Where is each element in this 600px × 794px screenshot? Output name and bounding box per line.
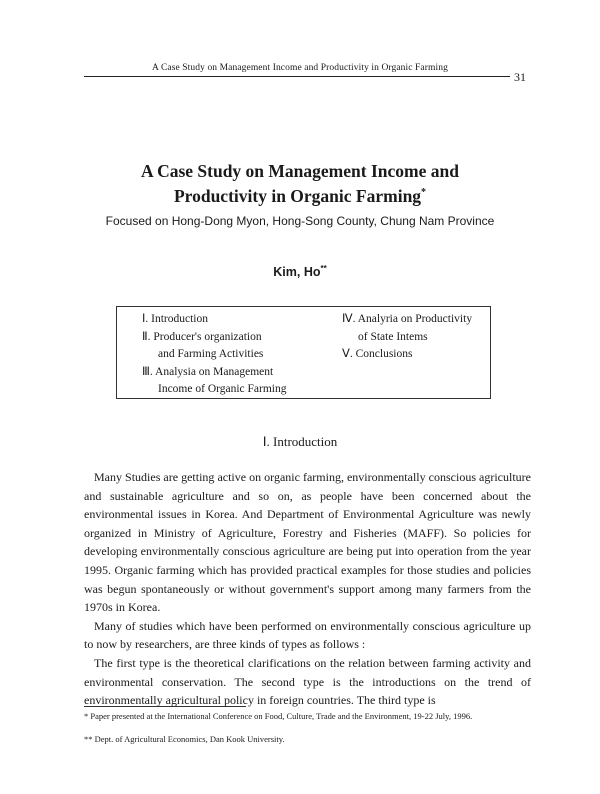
page-number: 31	[514, 70, 526, 84]
body-text	[84, 468, 531, 710]
section-heading: Ⅰ. Introduction	[262, 434, 338, 449]
title-line-2: Productivity in Organic Farming	[173, 185, 422, 206]
paper-subtitle: Focused on Hong-Dong Myon, Hong-Song County, Chung Nam Province	[105, 214, 495, 228]
toc-right-column	[342, 311, 492, 364]
paragraph: The first type is the theoretical clarifications on the relation between farming activity and environmental conservation. The second type is the introductions on the trend of environmentally agricultural policy in foreign countries. The third type is	[84, 655, 531, 708]
toc-item: and Farming Activities	[158, 348, 264, 361]
running-header: A Case Study on Management Income and Productivity in Organic Farming	[152, 63, 448, 73]
toc-item: of State Intems	[358, 330, 428, 343]
footnote-rule	[84, 706, 246, 707]
footnote-1: * Paper presented at the International Conference on Food, Culture, Trade and the Environment, 19-22 July, 1996.	[84, 711, 473, 721]
toc-item: Ⅴ. Conclusions	[342, 348, 413, 361]
toc-left-column	[142, 311, 342, 399]
author-footnote-mark: **	[320, 264, 327, 273]
toc-item: Ⅳ. Analyria on Productivity	[342, 313, 473, 325]
paragraph: Many of studies which have been performed on environmentally conscious agriculture up to now by researchers, are three kinds of types as follows :	[84, 618, 531, 652]
paragraph: Many Studies are getting active on organic farming, environmentally conscious agriculture and sustainable agriculture and so on, as people have been concerned about the environmental issues in Korea. And Department of Environmental Agriculture was newly organized in Ministry of Agriculture, Forestry and Fisheries (MAFF). So policies for developing environmentally conscious agriculture are being put into operation from the year 1995. Organic farming which has provided practical examples for those studies and policies was begun spontaneously or without government's support among many farmers from the 1970s in Korea.	[84, 470, 531, 615]
footnote-2: ** Dept. of Agricultural Economics, Dan Kook University.	[84, 734, 285, 744]
title-line-1: A Case Study on Management Income and	[141, 161, 459, 181]
toc-item: Ⅰ. Introduction	[142, 313, 208, 325]
author	[0, 264, 600, 279]
toc-item: Ⅲ. Analysia on Management	[142, 365, 274, 378]
toc-item: Income of Organic Farming	[158, 383, 287, 396]
author-name: Kim, Ho	[273, 265, 321, 280]
header-rule	[84, 76, 510, 77]
toc-item: Ⅱ. Producer's organization	[142, 330, 262, 343]
title-footnote-mark: *	[421, 187, 427, 198]
table-of-contents	[116, 306, 491, 399]
paper-title	[0, 160, 600, 207]
